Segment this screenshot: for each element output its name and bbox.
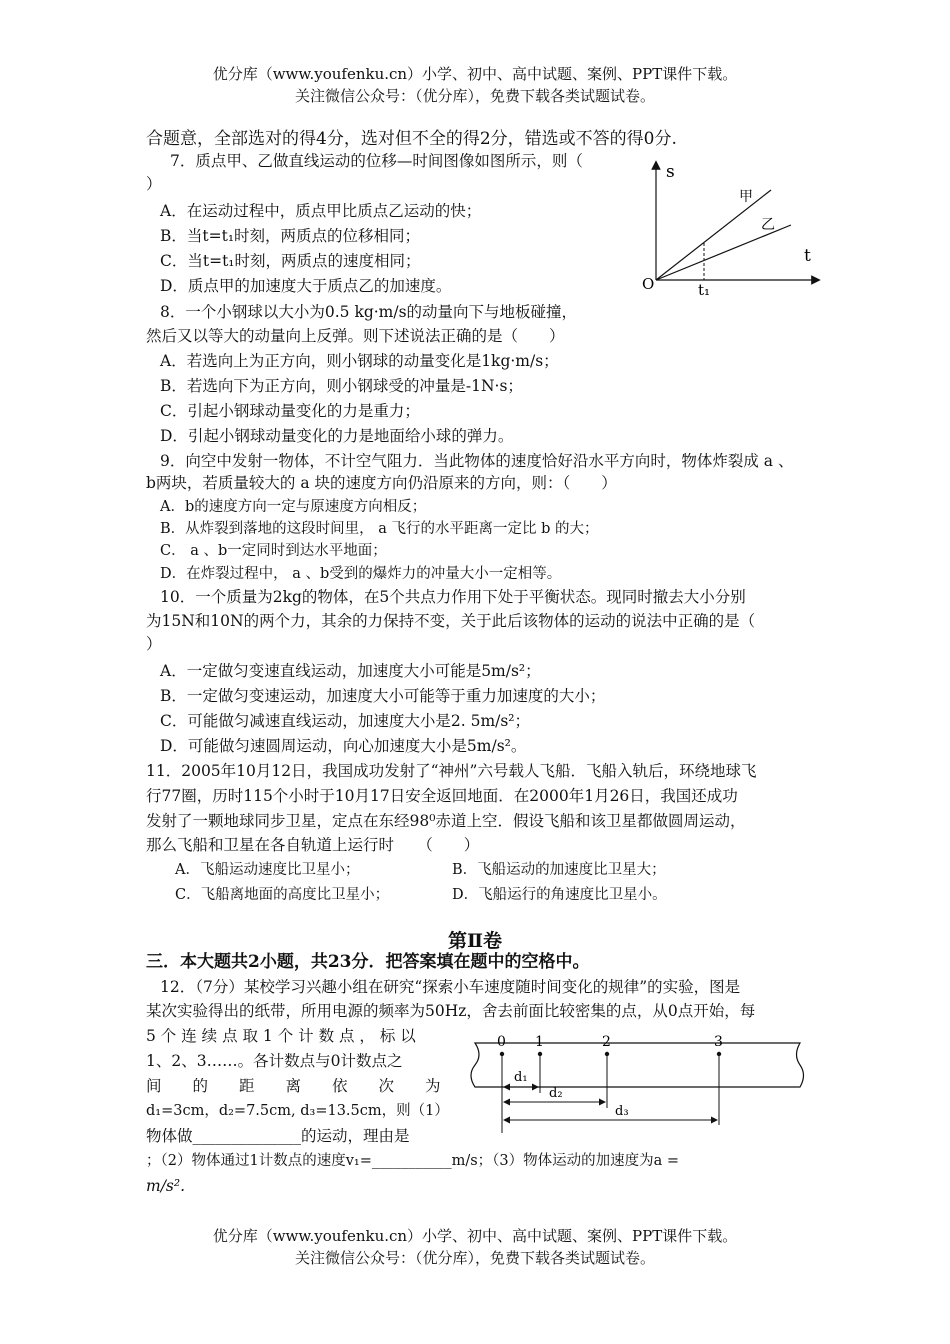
header-line-1: 优分库（www.youfenku.cn）小学、初中、高中试题、案例、PPT课件下载。: [212, 65, 738, 83]
q7-stem-end: ）: [146, 175, 162, 193]
tape-label-2: 2: [602, 1034, 611, 1050]
graph-origin-label: O: [642, 275, 655, 293]
graph-t1-label: t₁: [698, 281, 711, 299]
graph-jia-label: 甲: [739, 189, 753, 205]
q11-option-a: A．飞船运动速度比卫星小；: [175, 862, 360, 878]
tape-d2-label: d₂: [549, 1086, 563, 1101]
q7-option-b: B．当t=t₁时刻，两质点的位移相同；: [160, 227, 421, 245]
q12-line-4: 1、2、3……。各计数点与0计数点之: [146, 1052, 403, 1070]
q11-option-b: B．飞船运动的加速度比卫星大；: [452, 862, 666, 878]
q9-option-a: A．b的速度方向一定与原速度方向相反；: [160, 499, 427, 515]
q9-option-d: D．在炸裂过程中， a 、b受到的爆炸力的冲量大小一定相等。: [160, 566, 562, 582]
q9-stem: 9．向空中发射一物体，不计空气阻力．当此物体的速度恰好沿水平方向时，物体炸裂成 a 、: [160, 452, 794, 470]
q8-option-a: A．若选向上为正方向，则小钢球的动量变化是1kg·m/s；: [160, 352, 559, 370]
part2-section-heading: 三．本大题共2小题，共23分．把答案填在题中的空格中。: [146, 952, 590, 972]
q10-option-a: A．一定做匀变速直线运动，加速度大小可能是5m/s²；: [160, 662, 541, 680]
q12-line-5: 间 的 距 离 依 次 为: [146, 1077, 441, 1095]
part2-title: 第Ⅱ卷: [447, 930, 502, 952]
footer-line-2: 关注微信公众号：（优分库），免费下载各类试题试卷。: [294, 1249, 655, 1267]
tape-d3-label: d₃: [615, 1104, 629, 1119]
q10-option-d: D．可能做匀速圆周运动，向心加速度大小是5m/s²。: [160, 737, 527, 755]
graph-line-jia: [656, 190, 771, 280]
q7-option-d: D．质点甲的加速度大于质点乙的加速度。: [160, 277, 452, 295]
q10-stem-2: 为15N和10N的两个力，其余的力保持不变，关于此后该物体的运动的说法中正确的是（: [146, 612, 756, 630]
q10-stem: 10．一个质量为2kg的物体，在5个共点力作用下处于平衡状态。现同时撤去大小分别: [160, 588, 746, 606]
q8-stem-2: 然后又以等大的动量向上反弹。则下述说法正确的是（ ）: [146, 327, 565, 345]
q10-option-b: B．一定做匀变速运动，加速度大小可能等于重力加速度的大小；: [160, 687, 606, 705]
q11-stem-2: 行77圈，历时115个小时于10月17日安全返回地面．在2000年1月26日，我国还成功: [146, 787, 738, 805]
q11-option-c: C．飞船离地面的高度比卫星小；: [175, 887, 390, 903]
q7-option-c: C．当t=t₁时刻，两质点的速度相同；: [160, 252, 421, 270]
q12-line-8: ；（2）物体通过1计数点的速度v₁=___________m/s；（3）物体运动的加速度为a =: [146, 1153, 680, 1169]
q7-stem: 7．质点甲、乙做直线运动的位移—时间图像如图所示，则（: [170, 152, 583, 170]
q7-st-graph: [636, 155, 826, 300]
q11-stem-1: 11．2005年10月12日，我国成功发射了“神州”六号载人飞船．飞船入轨后，环绕地球飞: [146, 762, 757, 780]
tape-d1-label: d₁: [514, 1070, 528, 1085]
q12-paper-tape: [455, 1025, 825, 1140]
tape-label-3: 3: [714, 1034, 723, 1050]
q9-option-b: B．从炸裂到落地的这段时间里， a 飞行的水平距离一定比 b 的大；: [160, 521, 599, 537]
q8-option-b: B．若选向下为正方向，则小钢球受的冲量是-1N·s；: [160, 377, 523, 395]
q8-stem: 8．一个小钢球以大小为0.5 kg·m/s的动量向下与地板碰撞，: [160, 303, 578, 321]
q11-option-d: D．飞船运行的角速度比卫星小。: [452, 887, 667, 903]
q11-stem-3: 发射了一颗地球同步卫星，定点在东经98⁰赤道上空．假设飞船和该卫星都做圆周运动，: [146, 812, 746, 830]
q7-option-a: A．在运动过程中，质点甲比质点乙运动的快；: [160, 202, 482, 220]
tape-label-1: 1: [535, 1034, 544, 1050]
q9-option-c: C． a 、b一定同时到达水平地面；: [160, 543, 387, 559]
q12-line-2: 某次实验得出的纸带，所用电源的频率为50Hz，舍去前面比较密集的点，从0点开始，每: [146, 1002, 756, 1020]
q12-line-1: 12．（7分）某校学习兴趣小组在研究“探索小车速度随时间变化的规律”的实验，图是: [160, 978, 741, 996]
header-line-2: 关注微信公众号：（优分库），免费下载各类试题试卷。: [294, 87, 655, 105]
q11-stem-4: 那么飞船和卫星在各自轨道上运行时 （ ）: [146, 836, 480, 854]
q12-line-6: d₁=3cm，d₂=7.5cm, d₃=13.5cm，则（1）: [146, 1103, 449, 1119]
graph-y-label: s: [666, 162, 675, 182]
q12-line-3: 5 个 连 续 点 取 1 个 计 数 点 ， 标 以: [146, 1027, 416, 1045]
graph-x-label: t: [804, 246, 811, 266]
q12-line-9: m/s².: [146, 1177, 186, 1195]
q12-line-7: 物体做______________的运动，理由是: [146, 1127, 410, 1145]
q8-option-c: C．引起小钢球动量变化的力是重力；: [160, 402, 420, 420]
footer-line-1: 优分库（www.youfenku.cn）小学、初中、高中试题、案例、PPT课件下载。: [212, 1227, 738, 1245]
q10-stem-end: ）: [146, 635, 162, 653]
q10-option-c: C．可能做匀减速直线运动，加速度大小是2. 5m/s²；: [160, 712, 531, 730]
tape-label-0: 0: [497, 1034, 506, 1050]
graph-yi-label: 乙: [761, 217, 775, 233]
graph-line-yi: [656, 225, 791, 280]
intro-text: 合题意，全部选对的得4分，选对但不全的得2分，错选或不答的得0分.: [146, 129, 677, 149]
q8-option-d: D．引起小钢球动量变化的力是地面给小球的弹力。: [160, 427, 514, 445]
q9-stem-2: b两块，若质量较大的 a 块的速度方向仍沿原来的方向，则：（ ）: [146, 474, 617, 492]
